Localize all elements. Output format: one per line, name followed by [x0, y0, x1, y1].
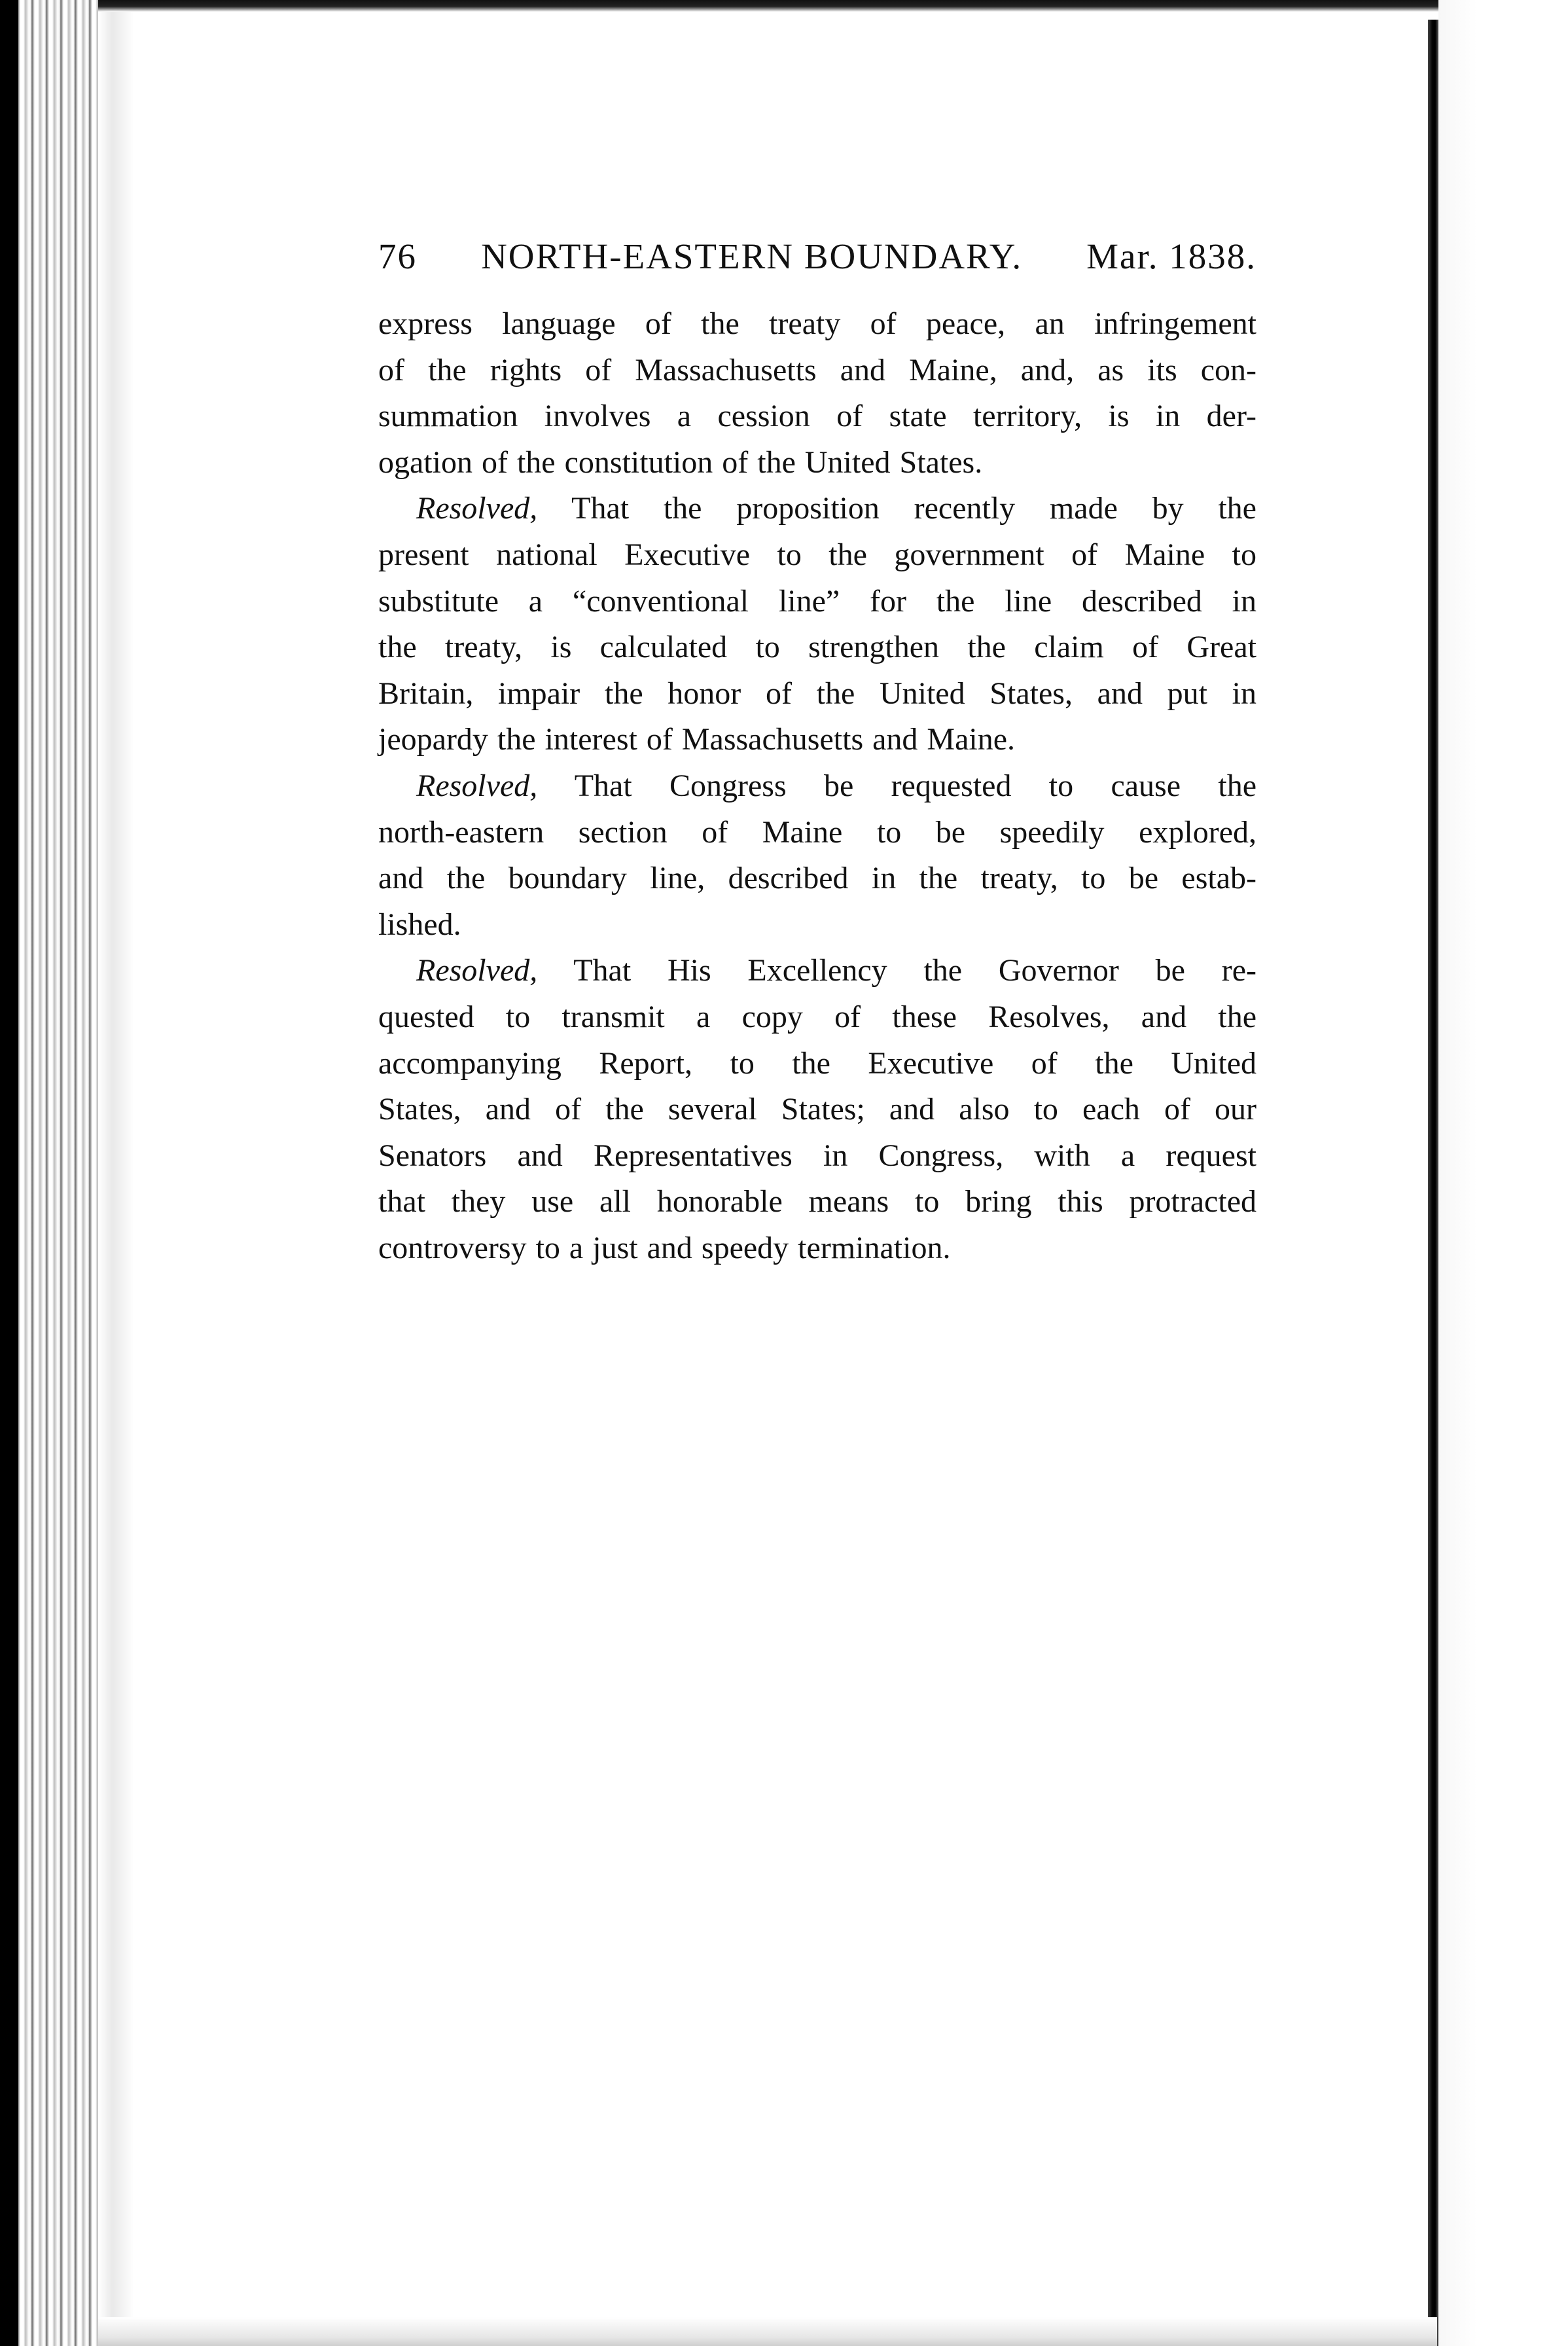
- text-line: substitute a “conventional line” for the line described in: [378, 583, 1256, 619]
- page-number: 76: [378, 236, 417, 276]
- paragraph-1: [378, 301, 1256, 486]
- page-gutter-shadow: [98, 0, 134, 2346]
- page-edge-bottom: [98, 2317, 1437, 2346]
- text-line: ogation of the constitution of the United States.: [378, 444, 983, 480]
- text-line: Britain, impair the honor of the United States, and put in: [378, 676, 1256, 711]
- page-edge-right: [1428, 20, 1438, 2346]
- resolved-label: Resolved,: [416, 953, 538, 988]
- text-line: summation involves a cession of state territory, is in der-: [378, 399, 1256, 434]
- text-line: express language of the treaty of peace, an infringement: [378, 306, 1256, 341]
- resolved-text: That Congress be requested to cause the: [574, 768, 1256, 803]
- resolved-line: [378, 763, 1256, 810]
- paragraph-4: [378, 948, 1256, 1271]
- running-date: Mar. 1838.: [1086, 236, 1256, 276]
- paragraph-3: [378, 763, 1256, 948]
- resolved-label: Resolved,: [416, 491, 538, 526]
- resolved-label: Resolved,: [416, 768, 538, 803]
- resolved-line: [378, 486, 1256, 532]
- text-line: States, and of the several States; and also to each of our: [378, 1092, 1256, 1127]
- facing-page-edge: [1438, 0, 1568, 2346]
- resolved-line: [378, 948, 1256, 994]
- running-title: NORTH-EASTERN BOUNDARY.: [481, 236, 1023, 276]
- text-line: controversy to a just and speedy termination.: [378, 1230, 951, 1265]
- text-line: Senators and Representatives in Congress, with a request: [378, 1138, 1256, 1173]
- text-line: of the rights of Massachusetts and Maine, and, as its con-: [378, 352, 1256, 388]
- running-head: [378, 236, 1256, 301]
- paragraph-2: [378, 486, 1256, 763]
- resolved-text: That the proposition recently made by the: [571, 491, 1256, 526]
- resolved-text: That His Excellency the Governor be re-: [573, 953, 1256, 988]
- text-line: north-eastern section of Maine to be speedily explored,: [378, 814, 1256, 850]
- text-line: jeopardy the interest of Massachusetts and Maine.: [378, 722, 1016, 757]
- text-line: that they use all honorable means to bring this protracted: [378, 1184, 1256, 1219]
- text-line: the treaty, is calculated to strengthen the claim of Great: [378, 630, 1256, 665]
- text-line: and the boundary line, described in the treaty, to be estab-: [378, 861, 1256, 896]
- text-line: accompanying Report, to the Executive of the United: [378, 1045, 1256, 1081]
- text-block: [378, 236, 1256, 1271]
- scan-border-left: [0, 0, 18, 2346]
- scan-border-top: [98, 0, 1568, 12]
- text-line: present national Executive to the government of Maine to: [378, 537, 1256, 572]
- text-line: lished.: [378, 907, 461, 942]
- text-line: quested to transmit a copy of these Resolves, and the: [378, 999, 1256, 1034]
